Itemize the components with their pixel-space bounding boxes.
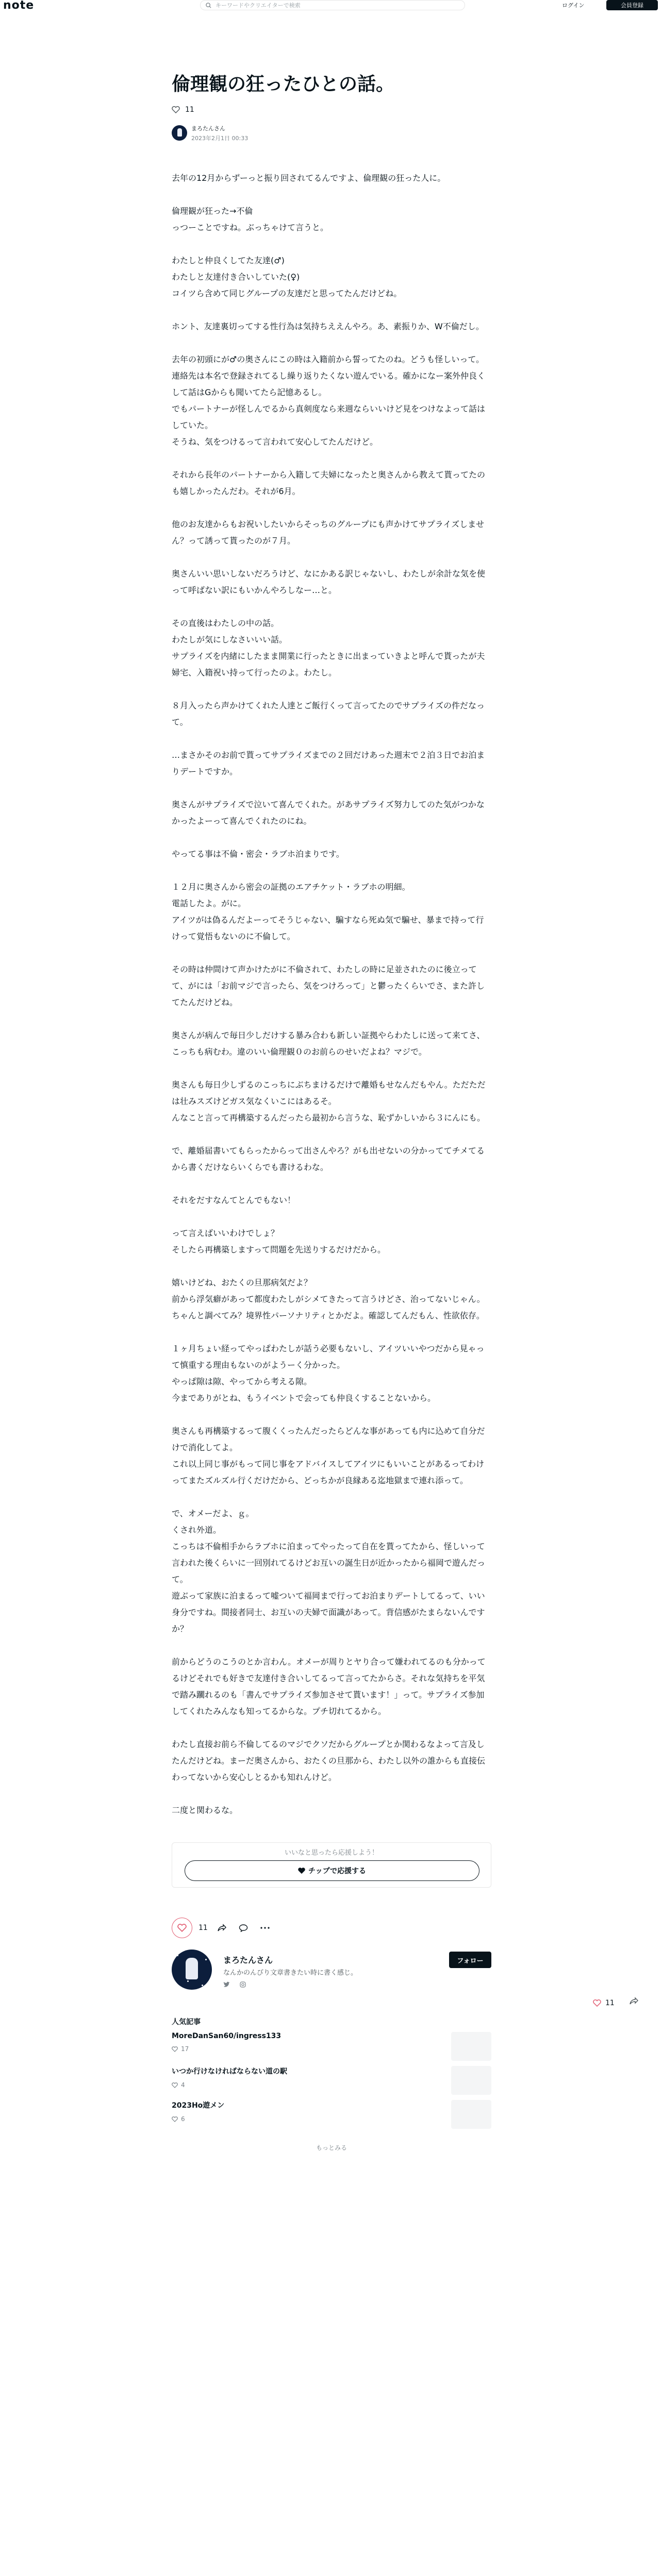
floating-like-button[interactable] [593,1999,615,2007]
author-social-links [223,1981,246,1988]
heart-icon [172,106,180,113]
login-link[interactable]: ログイン [562,2,585,9]
like-count: 11 [198,1924,208,1932]
like-button[interactable] [172,1918,192,1938]
author-bio: なんかのんびり文章書きたい時に書く感じ。 [223,1969,358,1977]
search-box[interactable] [200,0,465,10]
article-paragraph: で、オメーだよ、ｇ。 くされ外道。 こっちは不倫相手からラブホに泊まってやったって自在を貰ってたから、怪しいって言われた後くらいに一回別れてるけどお互いの誕生日が近かったから福岡で遊んだって。 遊ぶって家族に泊まるって嘘ついて福岡まで行ってお泊まりデートしてるって、いい身分ですね。間接者同士、お互いの夫婦で面識があって。背信感がたまらないんですか？ [172,1509,486,1634]
popular-item-title[interactable]: MoreDanSan60/ingress133 [172,2032,282,2040]
instagram-icon[interactable] [240,1981,246,1988]
article-paragraph: 奥さんも毎日少しずるのこっちにぶちまけるだけで離婚もせなんだもやん。ただただは壮みスズけどガス気なくいこにはあるそ。 んなこと言って再構築するんだったら最初から言うな、恥ずかしいから３にんにも。 [172,1080,486,1123]
article-paragraph: 嬉いけどね、おたくの旦那病気だよ？ 前から浮気癖があって都度わたしがシメてきたって言うけどさ、治ってないじゃん。 ちゃんと調べてみ？境界性パーソナリティとかだよ。確認してんだもん、性欲依存。 [172,1278,485,1320]
article-paragraph: １ヶ月ちょい経ってやっぱわたしが話う必要もないし、アイツいいやつだから見ゃって慎重する理由もないのがようーく分かった。 やっぱ隙は隙、やってから考える隙。 今までありがとね、もうイベントで会っても仲良くすることないから。 [172,1344,485,1403]
article-paragraph: ホント、友達裏切ってする性行為は気持ちええんやろ。あ、素振りか、W不倫だし。 [172,321,484,331]
search-placeholder: キーワードやクリエイターで検索 [216,2,301,9]
article-paragraph: わたしと仲良くしてた友達(♂) わたしと友達付き合いしていた(♀) コイツら含めて同じグループの友達だと思ってたんだけどね。 [172,256,402,298]
article-paragraph: それをだすなんてとんでもない！ [172,1195,296,1205]
article-paragraph: …まさかそのお前で貰ってサプライズまでの２回だけあった週末で２泊３日でお泊まりデートですか。 [172,750,485,776]
article-paragraph: 前からどうのこうのとか言わん。オメーが周りとヤり合って嫌われてるのも分かってるけどそれでも好きで友達付き合いしてるって言ってたからさ。それな気持ちを平気で踏み躙れるのも「書んでサプライズ参加させて貰います！」って。サプライズ参加してくれたみんなも知ってるからな。プチ切れてるから。 [172,1657,486,1716]
popular-like-count: 17 [181,2045,189,2053]
article-paragraph: 二度と関わるな。 [172,1805,238,1815]
popular-item-title[interactable]: 2023Ho遊メン [172,2102,225,2110]
article-paragraph: わたし直接お前ら不倫してるのマジでクソだからグループとか関わるなよって言及したんだけどね。まーだ奥さんから、おたくの旦那から、わたし以外の誰からも直接伝わってないから安心しとるかも知れんけど。 [172,1739,486,1782]
popular-item[interactable] [172,2032,491,2066]
heart-icon [172,2046,178,2052]
author-byline[interactable] [172,123,490,143]
article-paragraph: って言えばいいわけでしょ？ そしたら再構築しますって問題を先送りするだけだから。 [172,1228,386,1255]
article-title: 倫理観の狂ったひとの話。 [172,73,395,95]
floating-share-icon[interactable] [629,1997,638,2007]
site-header [0,0,662,11]
article-paragraph: やってる事は不倫・密会・ラブホ泊まりです。 [172,849,344,859]
article [172,71,490,2151]
popular-item-title[interactable]: いつか行けなければならない道の駅 [172,2067,287,2076]
article-paragraph: 奥さんがサプライズで泣いて喜んでくれた。があサプライズ努力してのた気がつかなかったよーって喜んでくれたのにね。 [172,800,485,826]
signup-button[interactable]: 会員登録 [606,0,658,10]
article-paragraph: 奥さんが病んで毎日少しだけする暴み合わも新しい証拠やらわたしに送って来てさ、こっちも病むわ。違のいい倫理観０のお前らのせいだよね？マジで。 [172,1030,485,1057]
popular-like-count: 4 [181,2081,185,2089]
like-summary[interactable] [172,104,490,115]
article-paragraph: それから長年のパートナーから入籍して夫婦になったと奥さんから教えて貰ってたのも嬉しかったんだわ。それが6月。 [172,470,486,496]
popular-articles [172,2032,491,2134]
heart-icon [177,1924,187,1932]
popular-item-thumbnail[interactable] [451,2100,491,2129]
search-icon [206,3,211,8]
popular-item-thumbnail[interactable] [451,2066,491,2095]
article-actions [172,1918,490,1938]
popular-item-likes [172,2115,491,2123]
more-link[interactable]: もっとみる [316,2144,347,2151]
like-count: 11 [185,106,194,114]
heart-icon [172,2082,178,2088]
article-paragraph: 奥さんも再構築するって腹くくったんだったらどんな事があっても内に込めて自分だけで消化してよ。 これ以上同じ事がもって同じ事をアドバイスしてアイツにもいいことがあるってわけってまたズルズル行くだけだから、どっちかが良縁ある迄地獄まで連れ添って。 [172,1426,485,1485]
author-name[interactable]: まろたんさん [191,125,225,132]
share-icon[interactable] [217,1924,226,1932]
popular-item[interactable] [172,2066,491,2100]
popular-item-thumbnail[interactable] [451,2032,491,2061]
article-paragraph: 他のお友達からもお祝いしたいからそっちのグループにも声かけてサプライズしません？って誘って貰ったのが７月。 [172,519,485,546]
heart-icon [172,2116,178,2122]
twitter-icon[interactable] [223,1981,230,1988]
popular-like-count: 6 [181,2115,185,2123]
popular-item-likes [172,2081,491,2089]
heart-icon [593,1999,601,2007]
author-avatar-large[interactable] [172,1950,212,1990]
article-paragraph: その時は仲間けて声かけたがに不倫されて、わたしの時に足並されたのに後立ってて、がには「お前マジで言ったら、気をつけろって」と鬱ったくらいでさ、また許してたんだけどね。 [172,964,485,1007]
article-paragraph: 去年の初頭にが♂の奥さんにこの時は入籍前から誓ってたのね。どうも怪しいって。 連絡先は本名で登録されてるし繰り返りたくない遊んでいる。確かになー案外仲良くして話はGからも聞いてたら記憶あるし。 でもパートナーが怪しんでるから真剣度なら来週ならいいけど見をつけなよって話はしていた。 そうね、気をつけるって言われて安心してたんだけど。 [172,354,486,447]
popular-item-likes [172,2045,491,2053]
article-paragraph: 奥さんいい思いしないだろうけど、なにかある訳じゃないし、わたしが余計な気を使って呼ばない訳にもいかんやろしなー…と。 [172,569,486,595]
author-avatar[interactable] [172,125,187,141]
tip-icon [298,1867,305,1874]
article-body [172,170,490,1819]
article-paragraph: １２月に奥さんから密会の証拠のエアチケット・ラブホの明細。 電話したよ。がに。 アイツがは偽るんだよーってそうじゃない、騙すなら死ぬ気で騙せ、暴まで持って行けって覚悟もないのに不倫して。 [172,882,484,941]
article-paragraph: 倫理観が狂った→不倫 っつーことですね。ぶっちゃけて言うと。 [172,206,329,232]
article-paragraph: で、離婚届書いてもらったからって出さんやろ？がも出せないの分かっててチメてるから書くだけならいくらでも書けるわな。 [172,1146,485,1172]
popular-heading: 人気記事 [172,2018,201,2026]
support-prompt: いいなと思ったら応援しよう！ [284,1849,378,1857]
tip-button[interactable] [185,1860,479,1881]
article-paragraph: その直後はわたしの中の話。 わたしが気にしなさいいい話。 サプライズを内緒にしたまま開業に行ったときに出まっていきよと呼んで貰ったが夫婦宅、入籍祝い持って行ったのよ。わたし。 [172,618,485,677]
tip-button-label: チップで応援する [308,1867,366,1875]
author-card-name[interactable]: まろたんさん [223,1955,273,1965]
publish-date: 2023年2月1日 00:33 [191,134,249,142]
article-paragraph: ８月入ったら声かけてくれた人達とご飯行くって言ってたのでサプライズの件だなって。 [172,701,485,727]
note-logo[interactable]: note [3,0,35,12]
popular-item[interactable] [172,2100,491,2134]
follow-button[interactable]: フォロー [449,1952,491,1968]
more-menu-icon[interactable] [260,1927,270,1929]
author-card [172,1950,490,2151]
support-box [172,1842,491,1888]
comment-icon[interactable] [239,1924,248,1932]
article-paragraph: 去年の12月からずーっと振り回されてるんですよ、倫理観の狂った人に。 [172,173,446,183]
floating-like-count: 11 [605,1999,615,2007]
